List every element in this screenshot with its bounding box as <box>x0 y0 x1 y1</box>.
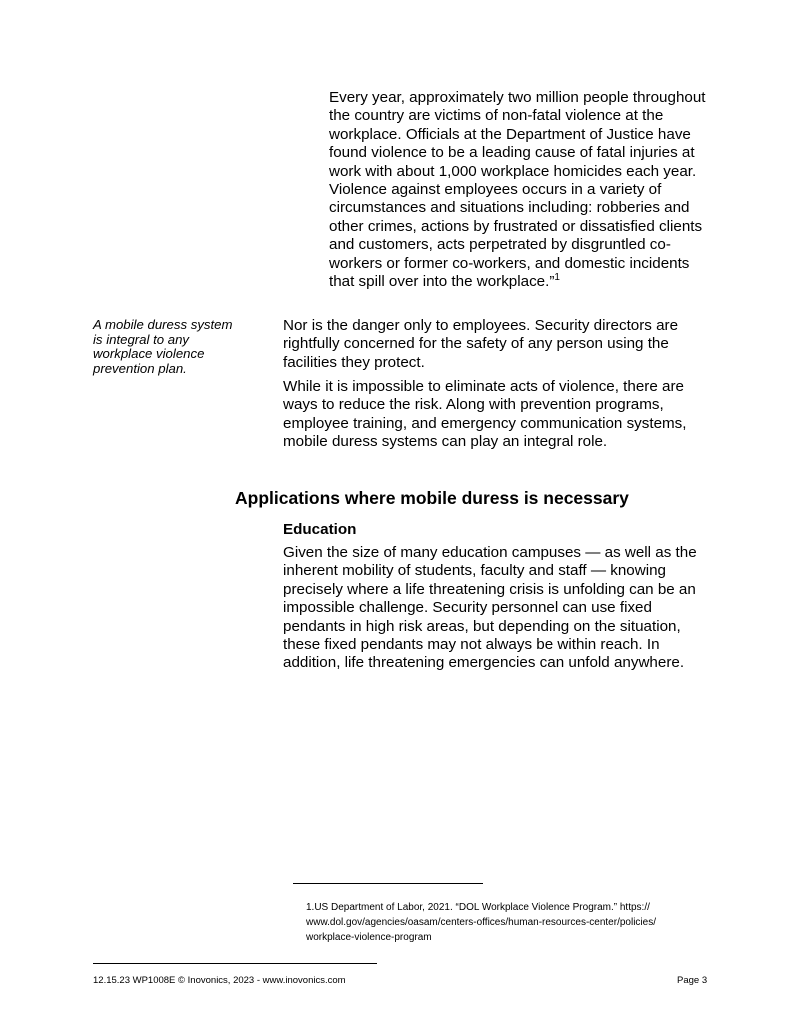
quote-text: Every year, approximately two million people throughout the country are victims of non-fatal violence at the workplace. Officials at the Department of Justice have found violence to be a leading cause of fatal injuries at work with about 1,000 workplace homicides each year. Violence against employees occurs in a variety of circumstances and situations including: robberies and other crimes, actions by frustrated or dissatisfied clients and customers, acts perpetrated by disgruntled co-workers or former co-workers, and domestic incidents that spill over into the workplace.” <box>329 89 706 291</box>
footnote-line-3[interactable]: workplace-violence-program <box>306 932 432 943</box>
footer-divider <box>93 963 377 964</box>
footnote-divider <box>293 883 483 884</box>
footer-document-info: 12.15.23 WP1008E © Inovonics, 2023 - www.inovonics.com <box>93 975 346 986</box>
section-heading: Applications where mobile duress is necessary <box>235 488 629 508</box>
body-paragraph-danger: Nor is the danger only to employees. Security directors are rightfully concerned for the safety of any person using the facilities they protect. <box>283 317 679 371</box>
sidenote: A mobile duress system is integral to any workplace violence prevention plan. <box>93 317 233 376</box>
footnote-line-1: 1.US Department of Labor, 2021. “DOL Workplace Violence Program.” https:// <box>306 902 650 913</box>
body-paragraph-risk: While it is impossible to eliminate acts of violence, there are ways to reduce the risk. Along with prevention programs, employee training, and emergency communication systems, mobile duress systems can play an integral role. <box>283 378 687 451</box>
page-number: Page 3 <box>677 975 708 986</box>
footnote-reference[interactable]: 1 <box>554 272 560 284</box>
footnote <box>306 900 701 945</box>
quote-block <box>329 89 709 291</box>
body-paragraph-education: Given the size of many education campuses — as well as the inherent mobility of students, faculty and staff — knowing precisely where a life threatening crisis is unfolding can be an impossible challenge. Security personnel can use fixed pendants in high risk areas, but depending on the situation, these fixed pendants may not always be within reach. In addition, life threatening emergencies can unfold anywhere. <box>283 544 697 672</box>
subsection-heading: Education <box>283 521 357 538</box>
footnote-line-2[interactable]: www.dol.gov/agencies/oasam/centers-offices/human-resources-center/policies/ <box>306 917 656 928</box>
